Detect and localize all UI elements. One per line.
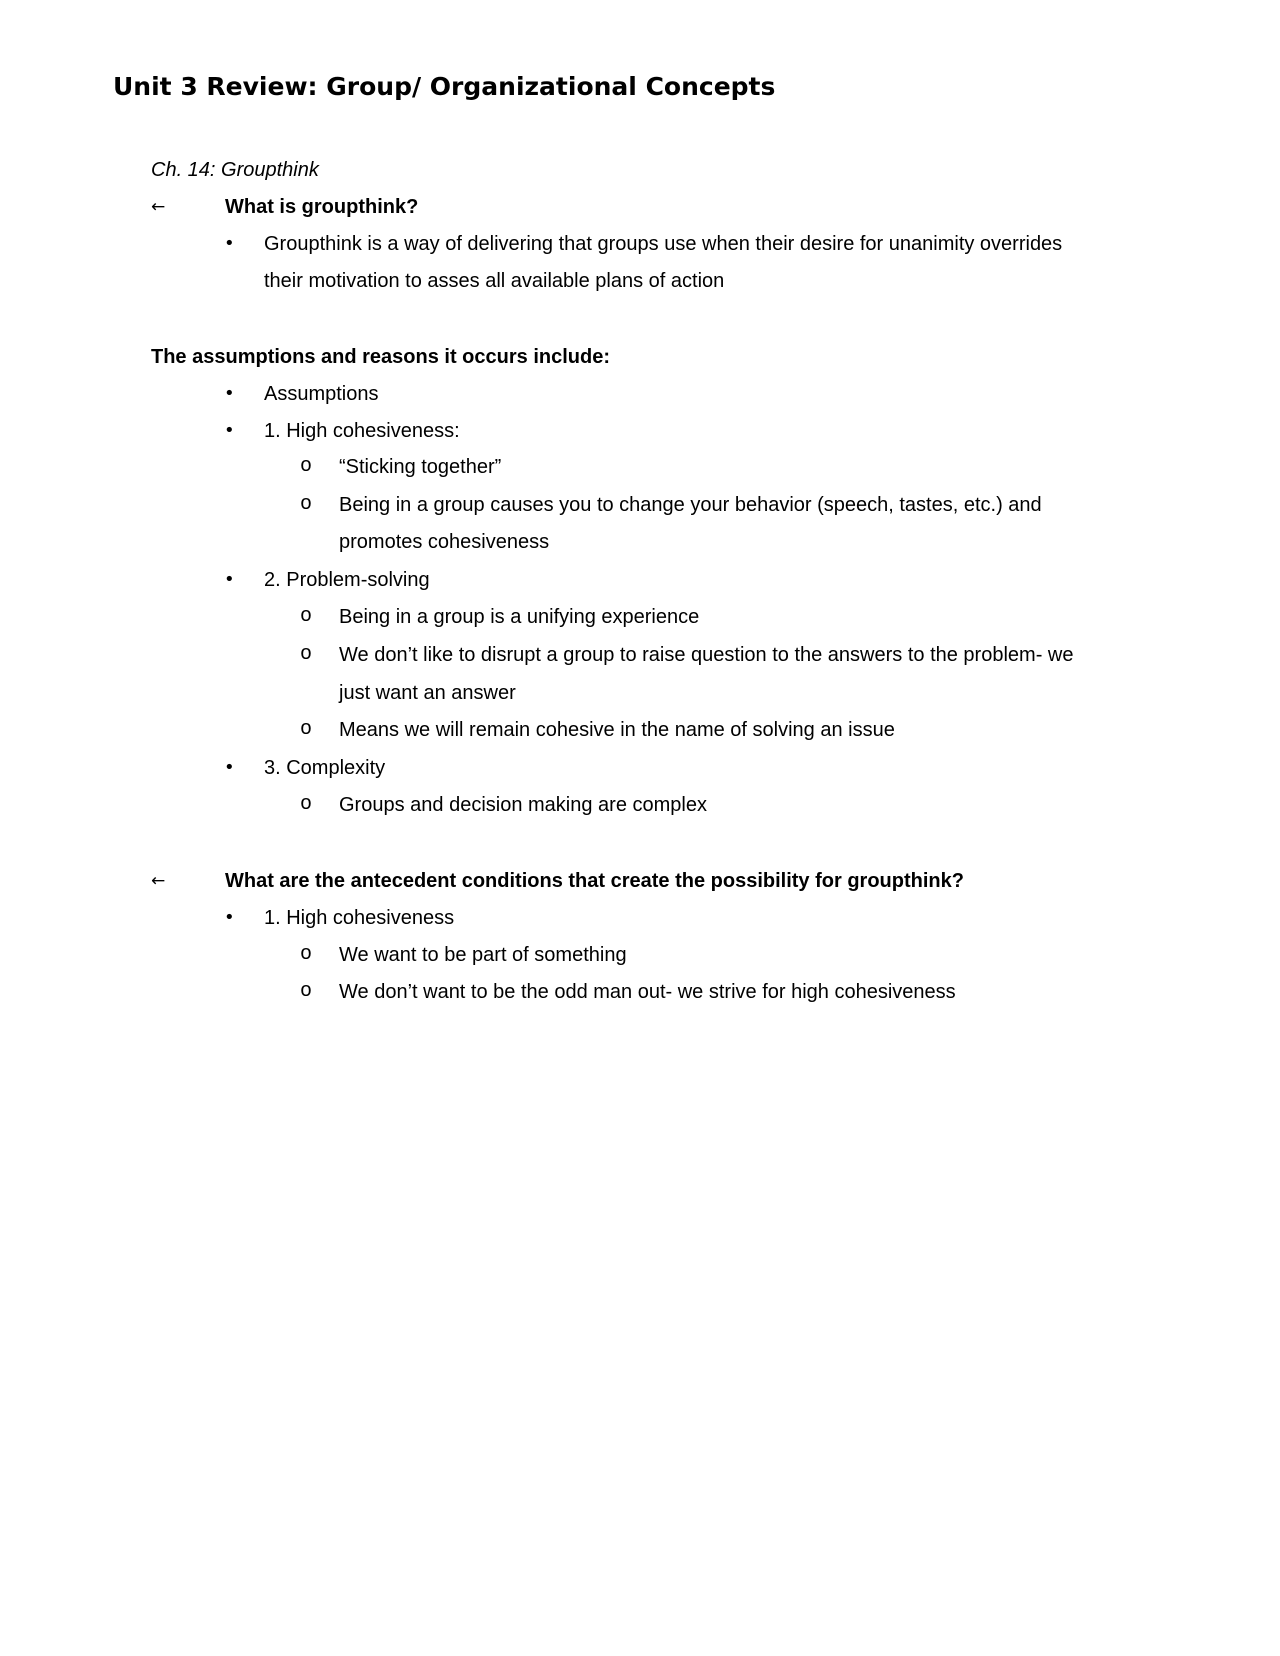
sub-bullet-icon: o — [300, 793, 313, 816]
sub-bullet-icon: o — [300, 493, 313, 516]
sub-list-item: We don’t like to disrupt a group to raise question to the answers to the problem- we — [339, 644, 1074, 666]
bullet-icon: • — [224, 233, 235, 254]
list-item: 1. High cohesiveness — [264, 907, 455, 929]
answer-text-line: their motivation to asses all available plans of action — [264, 270, 725, 292]
bullet-icon: • — [224, 907, 235, 928]
chapter-heading: Ch. 14: Groupthink — [151, 159, 319, 181]
sub-bullet-icon: o — [300, 718, 313, 741]
bullet-icon: • — [224, 757, 235, 778]
sub-bullet-icon: o — [300, 605, 313, 628]
bullet-icon: • — [224, 420, 235, 441]
sub-bullet-icon: o — [300, 980, 313, 1003]
sub-list-item: Being in a group is a unifying experience — [339, 606, 700, 628]
sub-bullet-icon: o — [300, 943, 313, 966]
list-item: Assumptions — [264, 383, 379, 405]
sub-list-item: We don’t want to be the odd man out- we strive for high cohesiveness — [339, 981, 956, 1003]
sub-list-item: “Sticking together” — [339, 456, 502, 478]
sub-list-item: Means we will remain cohesive in the name of solving an issue — [339, 719, 895, 741]
list-item: 2. Problem-solving — [264, 569, 430, 591]
question-what-is-groupthink: What is groupthink? — [225, 196, 419, 218]
sub-list-item-continuation: promotes cohesiveness — [339, 531, 550, 553]
document-title: Unit 3 Review: Group/ Organizational Concepts — [113, 72, 776, 101]
arrow-bullet-icon: ← — [151, 197, 166, 217]
sub-list-item: Being in a group causes you to change your behavior (speech, tastes, etc.) and — [339, 494, 1042, 516]
sub-list-item: We want to be part of something — [339, 944, 627, 966]
arrow-bullet-icon: ← — [151, 871, 166, 891]
sub-bullet-icon: o — [300, 455, 313, 478]
bullet-icon: • — [224, 569, 235, 590]
list-item: 1. High cohesiveness: — [264, 420, 460, 442]
sub-list-item: Groups and decision making are complex — [339, 794, 707, 816]
question-antecedent-conditions: What are the antecedent conditions that create the possibility for groupthink? — [225, 870, 964, 892]
bullet-icon: • — [224, 383, 235, 404]
assumptions-heading: The assumptions and reasons it occurs include: — [151, 346, 610, 368]
sub-list-item-continuation: just want an answer — [339, 682, 516, 704]
answer-text-line: Groupthink is a way of delivering that groups use when their desire for unanimity overrides — [264, 233, 1063, 255]
sub-bullet-icon: o — [300, 643, 313, 666]
list-item: 3. Complexity — [264, 757, 386, 779]
